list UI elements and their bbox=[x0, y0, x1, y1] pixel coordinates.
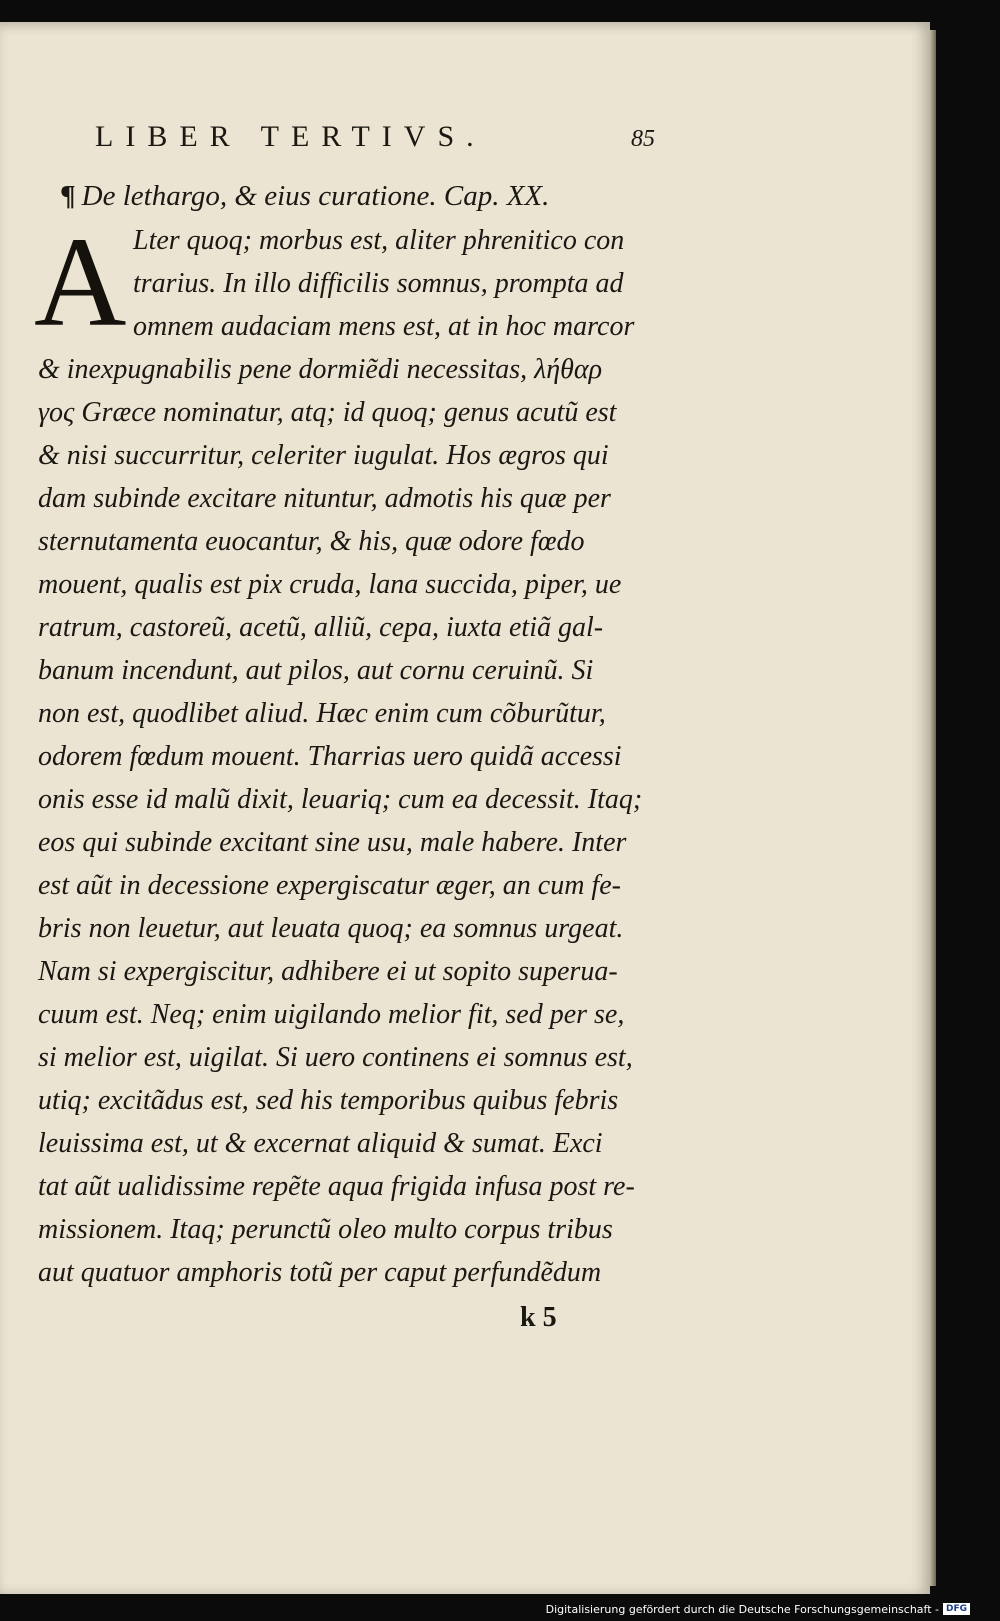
funding-credit-text: Digitalisierung gefördert durch die Deutsche Forschungsgemeinschaft - bbox=[545, 1602, 939, 1616]
text-line: mouent, qualis est pix cruda, lana succida, piper, ue bbox=[38, 569, 622, 600]
chapter-heading bbox=[60, 180, 680, 213]
text-line: omnem audaciam mens est, at in hoc marcor bbox=[133, 311, 635, 342]
text-line: eos qui subinde excitant sine usu, male habere. Inter bbox=[38, 827, 627, 858]
text-line: aut quatuor amphoris totũ per caput perfundẽdum bbox=[38, 1257, 602, 1288]
text-line: ratrum, castoreũ, acetũ, alliũ, cepa, iuxta etiã gal- bbox=[38, 612, 604, 643]
book-page bbox=[0, 22, 930, 1594]
text-line: Lter quoq; morbus est, aliter phrenitico con bbox=[133, 225, 625, 256]
text-line: odorem fœdum mouent. Tharrias uero quidã accessi bbox=[38, 741, 622, 772]
running-title: LIBER TERTIVS. bbox=[95, 120, 486, 153]
text-line: non est, quodlibet aliud. Hæc enim cum cõburũtur, bbox=[38, 698, 606, 729]
signature-mark: k 5 bbox=[520, 1302, 557, 1333]
text-line: utiq; excitãdus est, sed his temporibus quibus febris bbox=[38, 1085, 619, 1116]
text-line: Nam si expergiscitur, adhibere ei ut sopito superua- bbox=[38, 956, 618, 987]
text-line: si melior est, uigilat. Si uero continens ei somnus est, bbox=[38, 1042, 633, 1073]
text-line: & nisi succurritur, celeriter iugulat. Hos ægros qui bbox=[38, 440, 609, 471]
chapter-heading-text: De lethargo, & eius curatione. Cap. XX. bbox=[81, 180, 550, 212]
text-line: sternutamenta euocantur, & his, quæ odore fœdo bbox=[38, 526, 585, 557]
body-text bbox=[38, 219, 678, 1294]
text-line: γος Græce nominatur, atq; id quoq; genus acutũ est bbox=[38, 397, 617, 428]
text-line: banum incendunt, aut pilos, aut cornu ceruinũ. Si bbox=[38, 655, 594, 686]
running-head bbox=[95, 120, 655, 160]
page-number: 85 bbox=[631, 126, 655, 152]
text-line: missionem. Itaq; perunctũ oleo multo corpus tribus bbox=[38, 1214, 613, 1245]
text-line: trarius. In illo difficilis somnus, prompta ad bbox=[133, 268, 624, 299]
drop-cap-initial: A bbox=[34, 211, 127, 353]
text-line: tat aũt ualidissime repẽte aqua frigida infusa post re- bbox=[38, 1171, 635, 1202]
text-line: leuissima est, ut & excernat aliquid & sumat. Exci bbox=[38, 1128, 603, 1159]
text-line: est aũt in decessione expergiscatur æger, an cum fe- bbox=[38, 870, 621, 901]
page-edge bbox=[930, 30, 936, 1586]
text-line: dam subinde excitare nituntur, admotis his quæ per bbox=[38, 483, 611, 514]
funding-credit bbox=[546, 1599, 970, 1619]
pilcrow-icon: ¶ bbox=[60, 180, 76, 212]
text-line: onis esse id malũ dixit, leuariq; cum ea decessit. Itaq; bbox=[38, 784, 643, 815]
text-line: & inexpugnabilis pene dormiẽdi necessitas, λήθαρ bbox=[38, 354, 603, 385]
text-line: bris non leuetur, aut leuata quoq; ea somnus urgeat. bbox=[38, 913, 624, 944]
dfg-logo: DFG bbox=[943, 1603, 970, 1615]
text-line: cuum est. Neq; enim uigilando melior fit, sed per se, bbox=[38, 999, 625, 1030]
